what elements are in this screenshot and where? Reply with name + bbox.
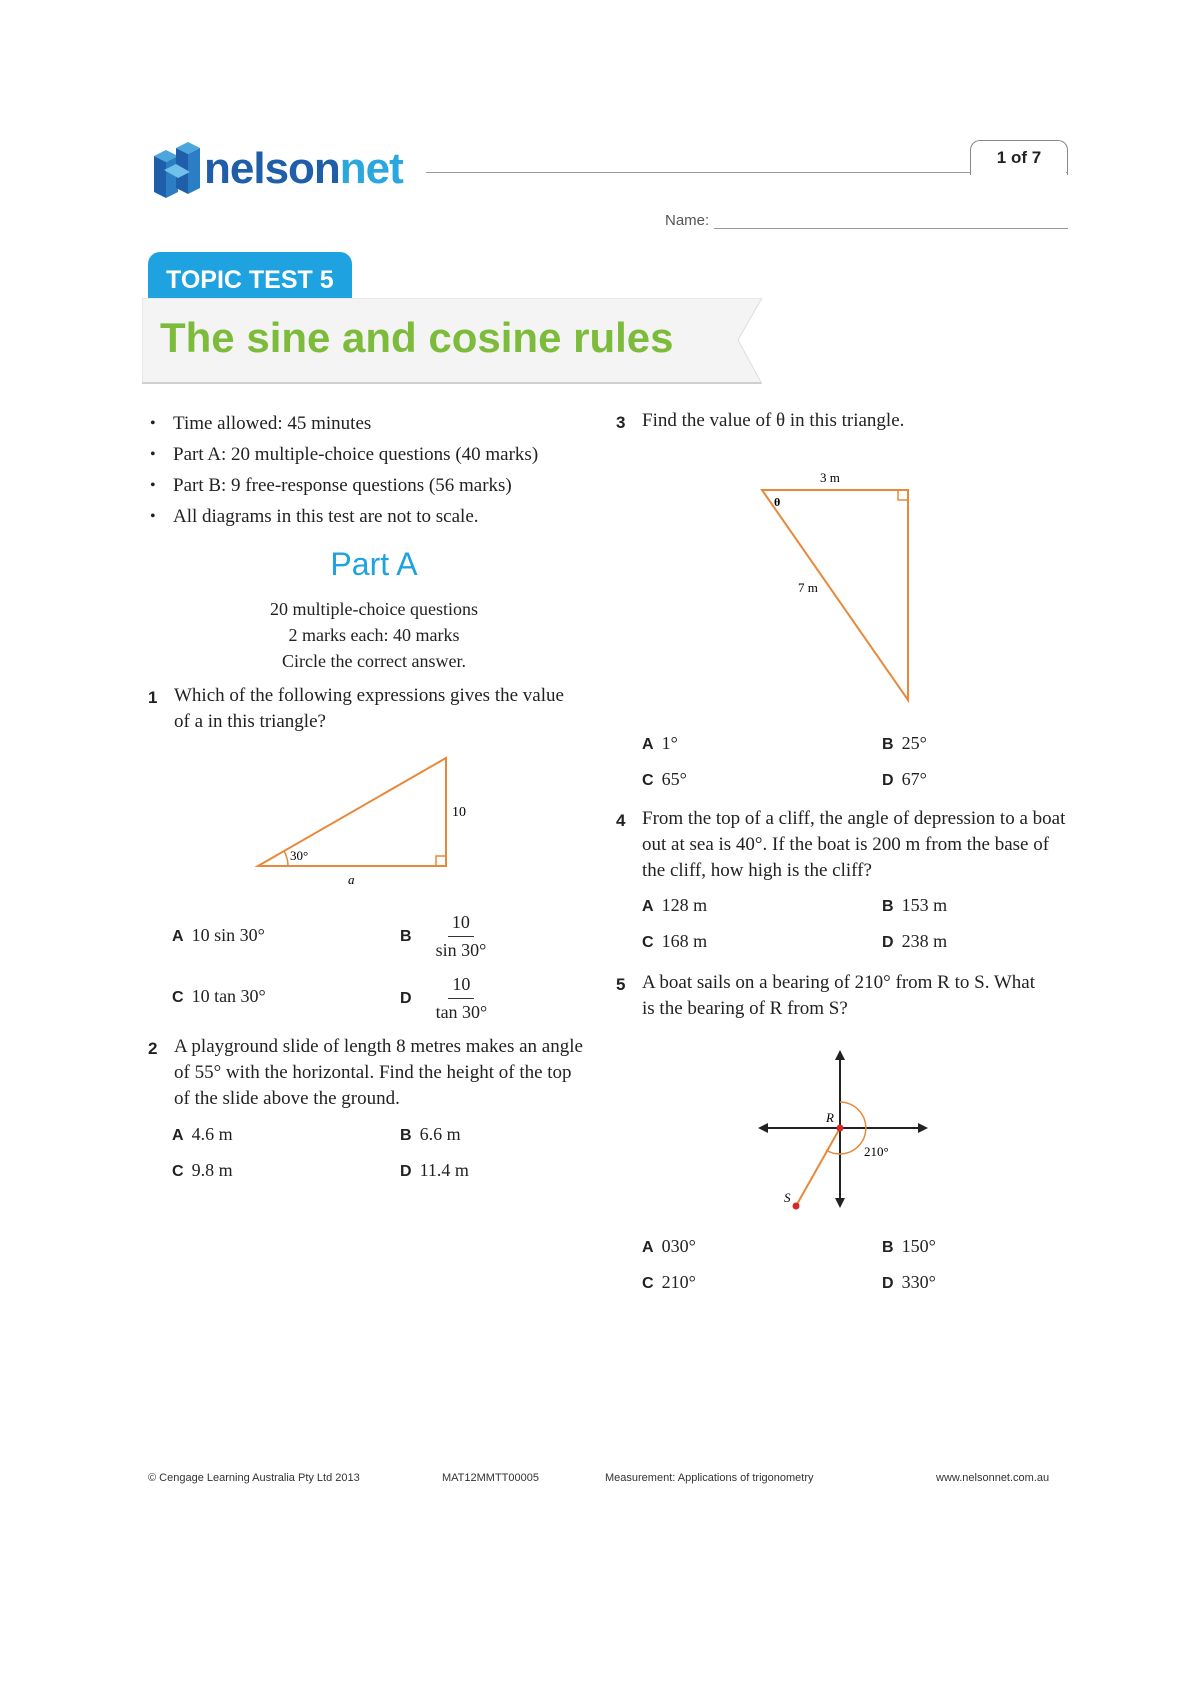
option-d[interactable] — [882, 769, 927, 790]
info-item: • Part A: 20 multiple-choice questions (40 marks) — [148, 439, 608, 470]
instruction-line: 20 multiple-choice questions — [270, 599, 478, 619]
q1-triangle-diagram — [250, 750, 510, 890]
question-text: From the top of a cliff, the angle of depression to a boat out at sea is 40°. If the boat is 200 m from the base of the cliff, how high is the cliff? — [642, 808, 1066, 881]
option-letter: B — [400, 1127, 412, 1144]
option-b[interactable] — [882, 1236, 936, 1257]
option-letter: D — [882, 934, 894, 951]
option-letter: C — [642, 1275, 654, 1292]
option-d[interactable] — [400, 1160, 469, 1181]
q5-angle-label: 210° — [864, 1144, 889, 1159]
footer-copyright: © Cengage Learning Australia Pty Ltd 2013 — [148, 1472, 360, 1484]
option-value: 238 m — [901, 931, 948, 951]
q3-triangle-diagram — [750, 468, 930, 708]
option-letter: C — [642, 934, 654, 951]
option-value: 168 m — [661, 931, 708, 951]
option-value: 150° — [901, 1236, 936, 1256]
question-text: Find the value of θ in this triangle. — [642, 410, 905, 431]
option-value: 9.8 m — [191, 1160, 233, 1180]
footer-website-link[interactable]: www.nelsonnet.com.au — [936, 1472, 1050, 1484]
option-value: 030° — [661, 1236, 696, 1256]
option-letter: D — [882, 1275, 894, 1292]
instruction-line: Circle the correct answer. — [282, 651, 466, 671]
q1-base-label: a — [348, 872, 355, 887]
option-b[interactable] — [882, 895, 947, 916]
option-letter: A — [642, 1239, 654, 1256]
question-number: 2 — [148, 1039, 158, 1058]
option-c[interactable] — [642, 769, 687, 790]
page-title: The sine and cosine rules — [160, 314, 674, 361]
fraction-numerator: 10 — [448, 912, 474, 937]
footer-topic: Measurement: Applications of trigonometry — [605, 1472, 814, 1484]
option-letter: B — [400, 927, 412, 945]
logo-text-nelson: nelson — [204, 144, 340, 193]
question-number: 1 — [148, 688, 158, 707]
q1-side-label: 10 — [452, 805, 466, 820]
option-b[interactable] — [400, 912, 486, 961]
option-value: 6.6 m — [419, 1124, 461, 1144]
info-item: • Time allowed: 45 minutes — [148, 408, 608, 439]
option-a[interactable] — [172, 925, 265, 946]
fraction-numerator: 10 — [448, 974, 474, 999]
test-info-list — [148, 408, 608, 532]
name-field-line[interactable] — [714, 228, 1068, 229]
q3-top-label: 3 m — [820, 470, 840, 485]
option-c[interactable] — [172, 986, 266, 1007]
question-text: A boat sails on a bearing of 210° from R to S. What is the bearing of R from S? — [642, 972, 1035, 1019]
option-value: 10 sin 30° — [191, 925, 265, 945]
option-letter: C — [172, 989, 184, 1006]
option-a[interactable] — [172, 1124, 233, 1145]
q3-hyp-label: 7 m — [798, 580, 818, 595]
question-text: A playground slide of length 8 metres makes an angle of 55° with the horizontal. Find the height of the top of the slide above the ground. — [174, 1036, 583, 1109]
info-item: • Part B: 9 free-response questions (56 marks) — [148, 470, 608, 501]
option-value: 67° — [901, 769, 927, 789]
option-value: 1° — [661, 733, 678, 753]
option-value: 10 tan 30° — [191, 986, 266, 1006]
option-value: 25° — [901, 733, 927, 753]
option-c[interactable] — [642, 931, 707, 952]
topic-badge: TOPIC TEST 5 — [148, 252, 352, 308]
option-letter: A — [172, 1127, 184, 1144]
q3-theta-label: θ — [774, 495, 781, 509]
option-value: 11.4 m — [419, 1160, 469, 1180]
fraction-denominator: tan 30° — [435, 1002, 488, 1022]
option-letter: A — [642, 736, 654, 753]
option-letter: C — [172, 1163, 184, 1180]
info-item: • All diagrams in this test are not to scale. — [148, 501, 608, 532]
header-rule-right — [1066, 172, 1068, 173]
option-letter: B — [882, 1239, 894, 1256]
header-rule — [426, 172, 972, 173]
part-a-instructions — [148, 596, 600, 674]
option-c[interactable] — [172, 1160, 233, 1181]
option-b[interactable] — [882, 733, 927, 754]
option-d[interactable] — [882, 1272, 936, 1293]
question-number: 4 — [616, 811, 626, 830]
logo-cube-icon — [146, 140, 210, 202]
option-letter: B — [882, 898, 894, 915]
logo — [146, 140, 426, 204]
question-number: 5 — [616, 975, 626, 994]
q5-bearing-diagram — [756, 1050, 936, 1220]
option-letter: C — [642, 772, 654, 789]
logo-text-net: net — [339, 144, 403, 193]
question-number: 3 — [616, 413, 626, 432]
option-letter: D — [400, 989, 412, 1007]
instruction-line: 2 marks each: 40 marks — [288, 625, 460, 645]
option-b[interactable] — [400, 1124, 461, 1145]
option-value: 330° — [901, 1272, 936, 1292]
fraction — [436, 912, 487, 961]
option-a[interactable] — [642, 733, 678, 754]
name-label: Name: — [665, 212, 710, 229]
part-a-heading: Part A — [330, 546, 418, 582]
option-letter: B — [882, 736, 894, 753]
q1-angle-label: 30° — [290, 848, 309, 863]
option-letter: A — [642, 898, 654, 915]
option-a[interactable] — [642, 895, 707, 916]
option-d[interactable] — [400, 974, 487, 1023]
question-text: Which of the following expressions gives the value of a in this triangle? — [174, 685, 564, 732]
footer-code: MAT12MMTT00005 — [442, 1472, 539, 1484]
fraction-denominator: sin 30° — [435, 940, 487, 960]
page-indicator: 1 of 7 — [970, 140, 1068, 175]
option-a[interactable] — [642, 1236, 696, 1257]
option-value: 210° — [661, 1272, 696, 1292]
q5-r-label: R — [826, 1110, 834, 1125]
fraction — [436, 974, 488, 1023]
option-value: 128 m — [661, 895, 708, 915]
option-letter: D — [400, 1163, 412, 1180]
q5-s-label: S — [784, 1190, 791, 1205]
title-band — [142, 298, 762, 384]
option-c[interactable] — [642, 1272, 696, 1293]
option-d[interactable] — [882, 931, 947, 952]
option-value: 4.6 m — [191, 1124, 233, 1144]
option-letter: A — [172, 928, 184, 945]
option-value: 153 m — [901, 895, 948, 915]
option-value: 65° — [661, 769, 687, 789]
option-letter: D — [882, 772, 894, 789]
